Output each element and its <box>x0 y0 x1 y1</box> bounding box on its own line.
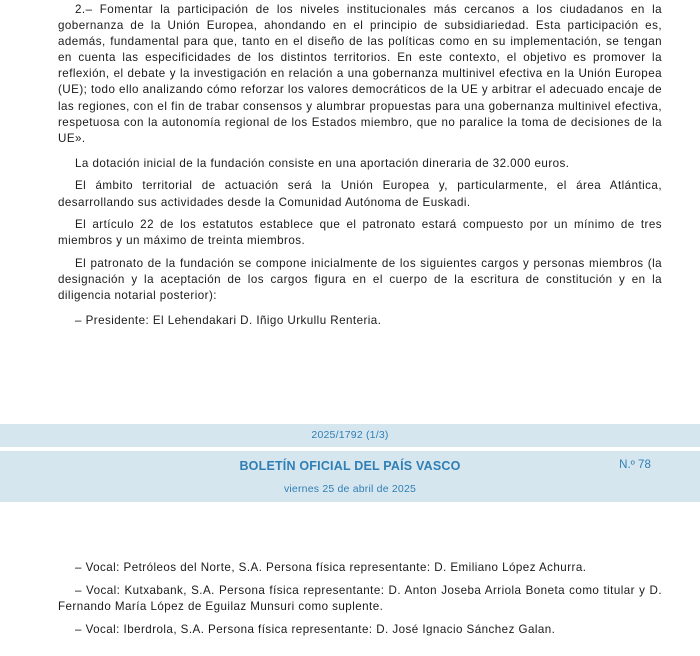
page-header-band <box>0 451 700 502</box>
paragraph-board-composition: El patronato de la fundación se compone inicialmente de los siguientes cargos y personas miembros (la designación y la aceptación de los cargos figura en el cuerpo de la escritura de constitución y en la diligencia notarial posterior): <box>58 256 662 302</box>
list-item-vocal-kutxabank: – Vocal: Kutxabank, S.A. Persona física representante: D. Anton Joseba Arriola Boneta como titular y D. Fernando María López de Eguilaz Munsuri como suplente. <box>58 584 662 614</box>
document-body-bottom <box>58 560 662 638</box>
paragraph-initial-endowment: La dotación inicial de la fundación consiste en una aportación dineraria de 32.000 euros. <box>75 156 570 170</box>
list-item-vocal-iberdrola: – Vocal: Iberdrola, S.A. Persona física representante: D. José Ignacio Sánchez Galan. <box>75 623 556 637</box>
list-item-vocal-petronor: – Vocal: Petróleos del Norte, S.A. Persona física representante: D. Emiliano López Achurra. <box>75 561 587 574</box>
list-item-president: – Presidente: El Lehendakari D. Iñigo Urkullu Renteria. <box>75 314 382 328</box>
page-number: 2025/1792 (1/3) <box>311 429 389 441</box>
gazette-date: viernes 25 de abril de 2025 <box>283 483 417 495</box>
paragraph-territorial-scope: El ámbito territorial de actuación será la Unión Europea y, particularmente, el área Atlántica, desarrollando sus actividades desde la Comunidad Autónoma de Euskadi. <box>58 179 662 209</box>
issue-number: N.º 78 <box>619 459 651 471</box>
page-footer-band <box>0 424 700 447</box>
document-body-top <box>58 2 662 329</box>
paragraph-objective-2: 2.– Fomentar la participación de los niveles institucionales más cercanos a los ciudadanos en la gobernanza de la Unión Europea, ahondando en el principio de subsidiariedad. Esta participación es, además, fundamental para que, tanto en el diseño de las políticas como en su implementación, se tengan en cuenta las especificidades de los distintos territorios. En este contexto, el objetivo es promover la reflexión, el debate y la investigación en relación a una gobernanza multinivel efectiva en la Unión Europea (UE); todo ello analizando cómo reforzar los valores democráticos de la UE y arbitrar el adecuado encaje de las regiones, con el fin de trabar consensos y alumbrar propuestas para una gobernanza multinivel efectiva, respetuosa con la autonomía regional de los Estados miembro, que no paralice la toma de decisiones de la UE». <box>58 3 662 145</box>
paragraph-article-22: El artículo 22 de los estatutos establece que el patronato estará compuesto por un mínimo de tres miembros y un máximo de treinta miembros. <box>58 218 662 248</box>
gazette-title: BOLETÍN OFICIAL DEL PAÍS VASCO <box>239 459 461 473</box>
